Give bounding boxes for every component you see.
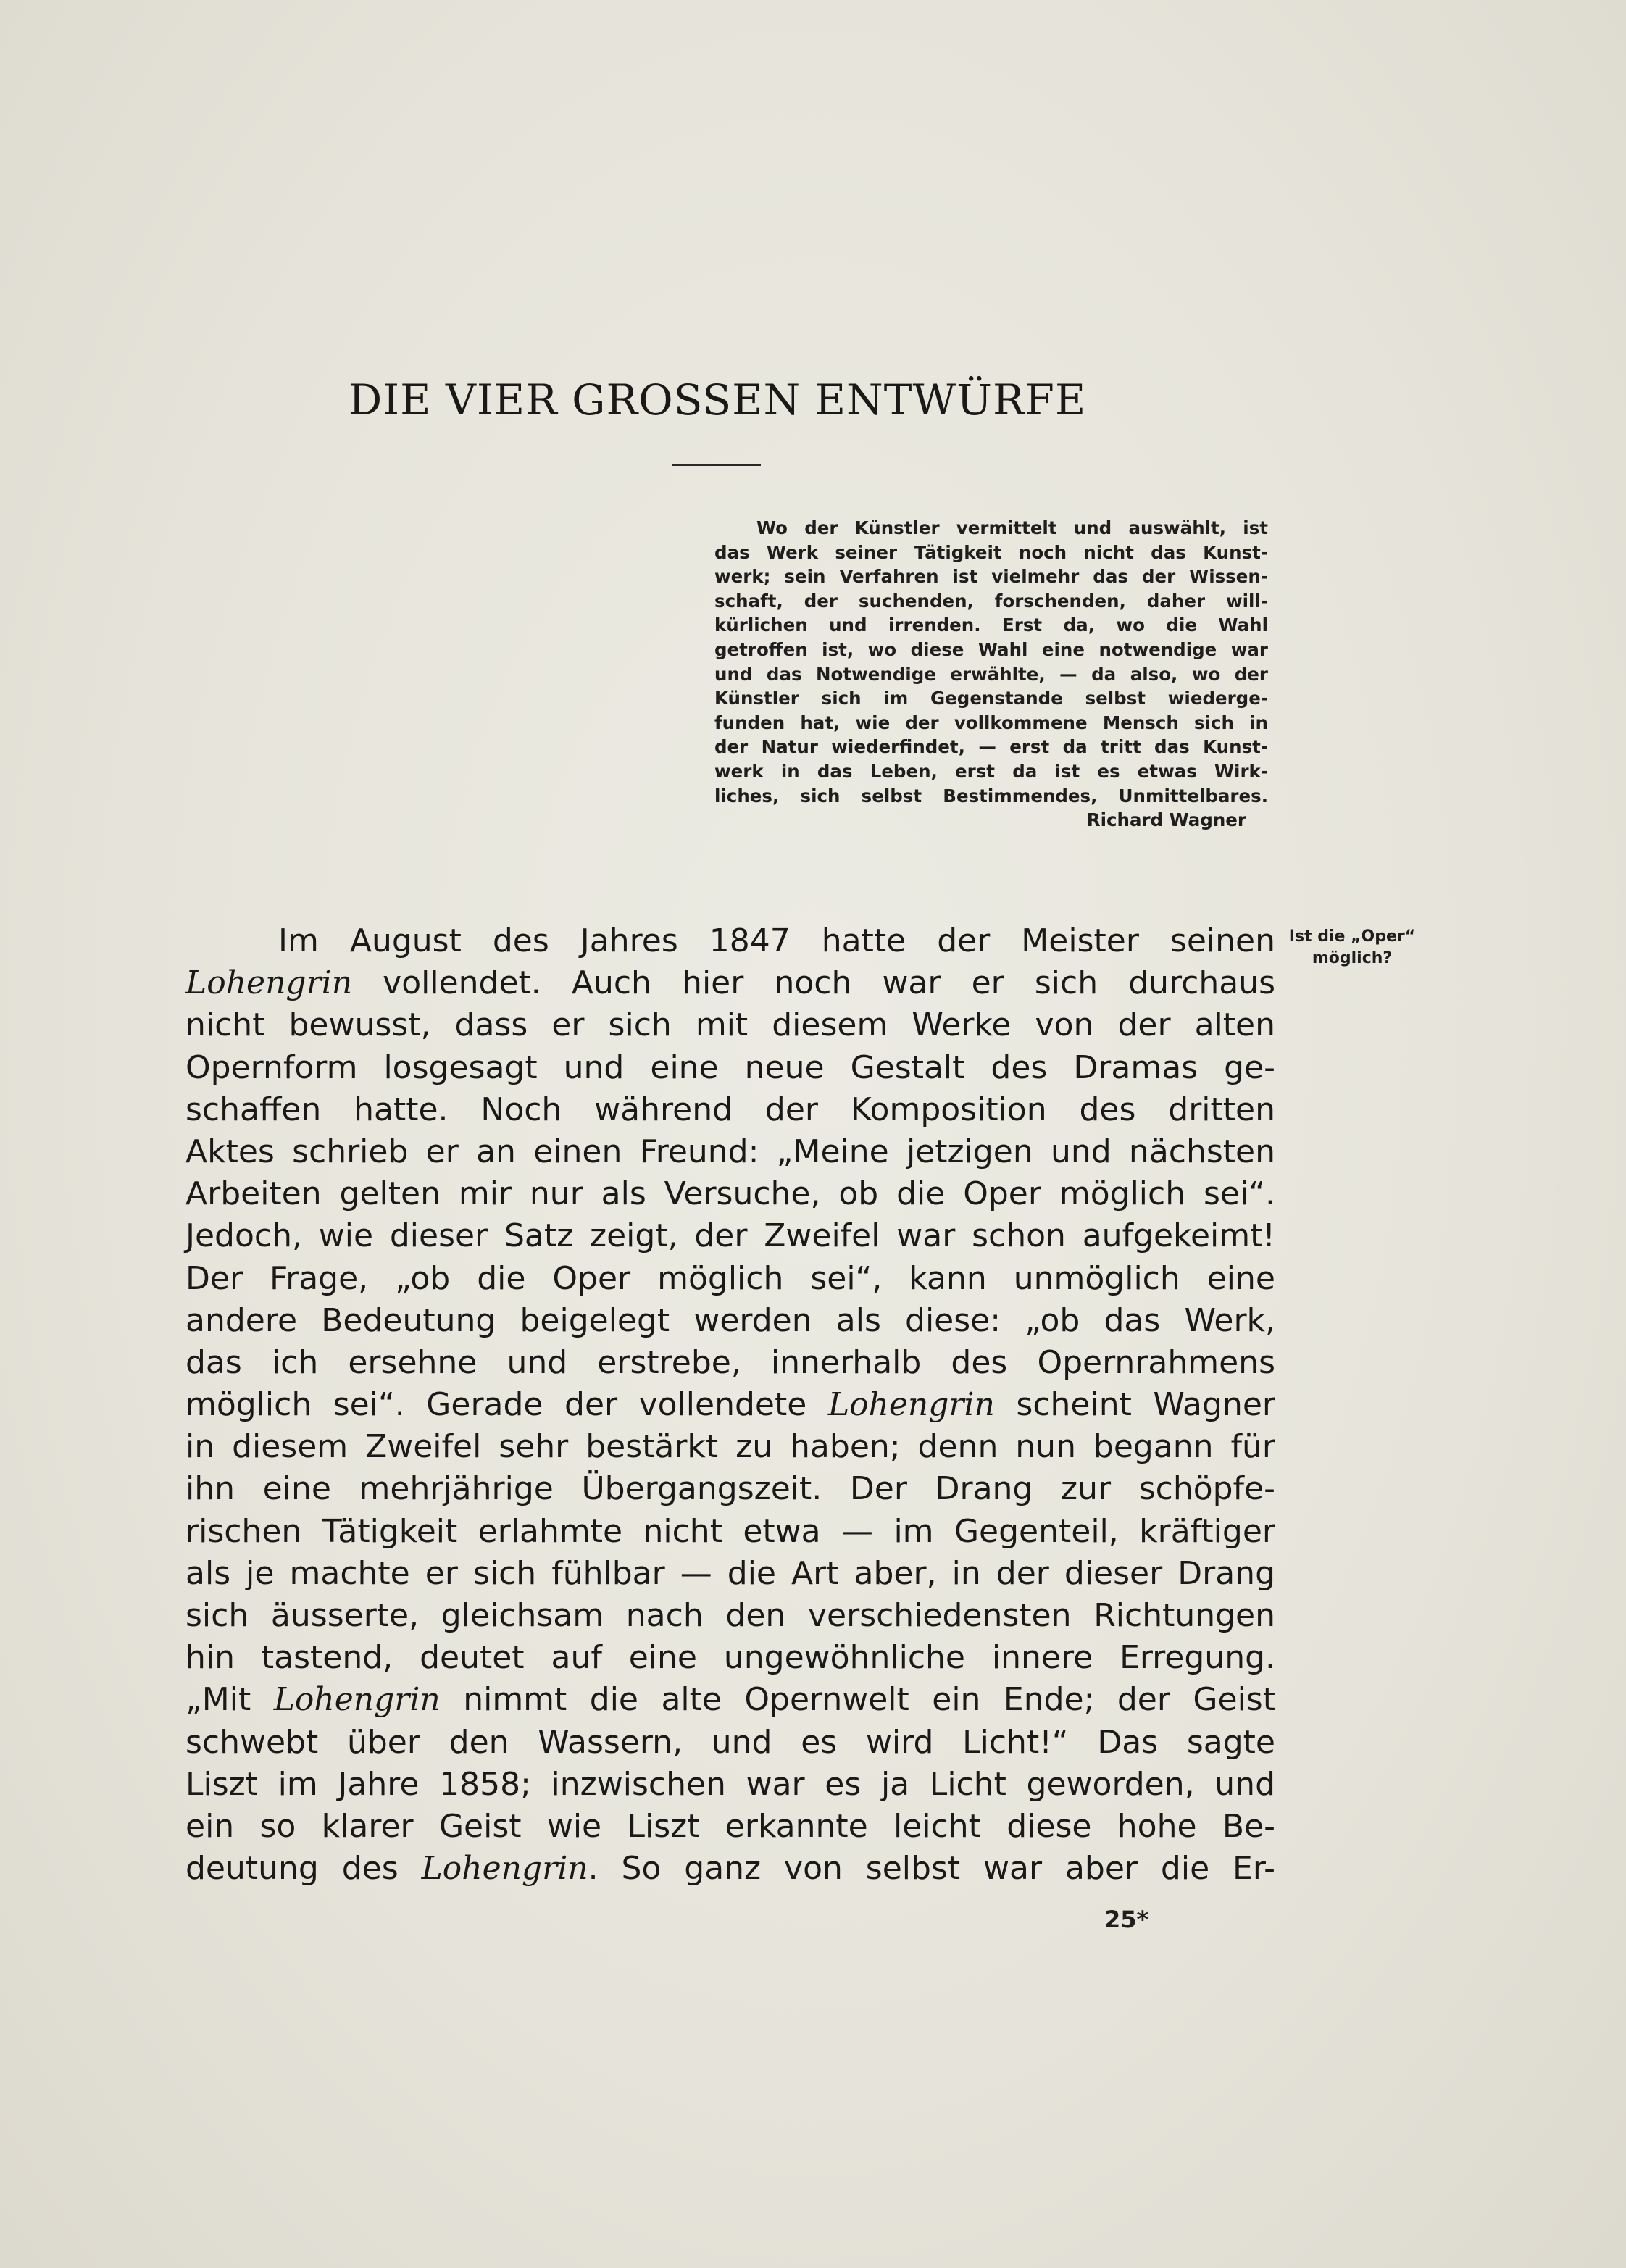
margin-note-line: Ist die „Oper“ xyxy=(1288,927,1416,946)
title-divider xyxy=(672,464,761,466)
body-line: als je machte er sich fühlbar — die Art aber, in der dieser Drang xyxy=(185,1554,1275,1592)
epigraph-line: schaft, der suchenden, forschenden, daher will- xyxy=(714,590,1268,612)
epigraph-line: liches, sich selbst Bestimmendes, Unmittelbares. xyxy=(714,785,1268,806)
epigraph-line: getroffen ist, wo diese Wahl eine notwendige war xyxy=(714,638,1268,660)
epigraph-line: Künstler sich im Gegenstande selbst wiederge- xyxy=(714,688,1268,709)
body-line: rischen Tätigkeit erlahmte nicht etwa — im Gegenteil, kräftiger xyxy=(185,1512,1275,1550)
body-line: nicht bewusst, dass er sich mit diesem Werke von der alten xyxy=(185,1006,1275,1044)
body-line: in diesem Zweifel sehr bestärkt zu haben; denn nun begann für xyxy=(185,1428,1275,1466)
body-line: „Mit Lohengrin nimmt die alte Opernwelt ein Ende; der Geist xyxy=(185,1681,1275,1719)
body-line: Liszt im Jahre 1858; inzwischen war es ja Licht geworden, und xyxy=(185,1765,1275,1803)
page-title: DIE VIER GROSSEN ENTWÜRFE xyxy=(348,375,1087,425)
body-line: Lohengrin vollendet. Auch hier noch war er sich durchaus xyxy=(185,964,1275,1002)
epigraph-line: werk in das Leben, erst da ist es etwas Wirk- xyxy=(714,760,1268,782)
epigraph-line: Wo der Künstler vermittelt und auswählt, ist xyxy=(756,517,1268,538)
body-line: möglich sei“. Gerade der vollendete Lohengrin scheint Wagner xyxy=(185,1386,1275,1424)
body-line: Im August des Jahres 1847 hatte der Meister seinen xyxy=(278,922,1275,959)
margin-note xyxy=(1281,926,1423,970)
body-paragraph xyxy=(185,920,1275,1890)
body-line: deutung des Lohengrin. So ganz von selbst war aber die Er- xyxy=(185,1850,1275,1888)
epigraph-line: kürlichen und irrenden. Erst da, wo die Wahl xyxy=(714,614,1268,636)
body-line: schwebt über den Wassern, und es wird Licht!“ Das sagte xyxy=(185,1723,1275,1761)
body-line: Opernform losgesagt und eine neue Gestalt des Dramas ge- xyxy=(185,1048,1275,1086)
epigraph-line: das Werk seiner Tätigkeit noch nicht das Kunst- xyxy=(714,541,1268,563)
epigraph-line: der Natur wiederfindet, — erst da tritt das Kunst- xyxy=(714,736,1268,758)
epigraph-line: werk; sein Verfahren ist vielmehr das der Wissen- xyxy=(714,566,1268,588)
epigraph xyxy=(714,516,1268,833)
body-line: Arbeiten gelten mir nur als Versuche, ob die Oper möglich sei“. xyxy=(185,1175,1275,1213)
epigraph-line: und das Notwendige erwählte, — da also, wo der xyxy=(714,663,1268,685)
body-line: Aktes schrieb er an einen Freund: „Meine jetzigen und nächsten xyxy=(185,1133,1275,1170)
epigraph-author: Richard Wagner xyxy=(1086,809,1246,831)
body-line: ein so klarer Geist wie Liszt erkannte leicht diese hohe Be- xyxy=(185,1807,1275,1845)
body-line: hin tastend, deutet auf eine ungewöhnliche innere Erregung. xyxy=(185,1639,1275,1677)
body-line: das ich ersehne und erstrebe, innerhalb des Opernrahmens xyxy=(185,1343,1275,1381)
body-line: ihn eine mehrjährige Übergangszeit. Der Drang zur schöpfe- xyxy=(185,1470,1275,1508)
page-number: 25* xyxy=(1104,1906,1149,1933)
body-line: Der Frage, „ob die Oper möglich sei“, kann unmöglich eine xyxy=(185,1259,1275,1297)
body-line: schaffen hatte. Noch während der Komposition des dritten xyxy=(185,1091,1275,1128)
epigraph-line: funden hat, wie der vollkommene Mensch sich in xyxy=(714,712,1268,733)
margin-note-line: möglich? xyxy=(1312,949,1393,967)
body-line: andere Bedeutung beigelegt werden als diese: „ob das Werk, xyxy=(185,1301,1275,1339)
body-line: Jedoch, wie dieser Satz zeigt, der Zweifel war schon aufgekeimt! xyxy=(185,1217,1275,1255)
body-line: sich äusserte, gleichsam nach den verschiedensten Richtungen xyxy=(185,1597,1275,1634)
